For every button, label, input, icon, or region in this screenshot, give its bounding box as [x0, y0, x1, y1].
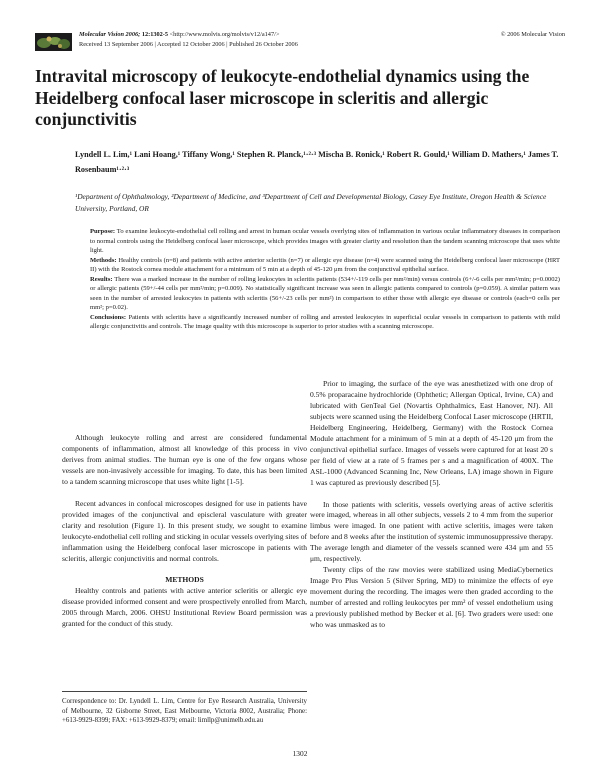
journal-logo — [35, 33, 72, 51]
methods-text: Healthy controls (n=8) and patients with active anterior scleritis (n=7) or allergic eye disease (n=4) were scanned using the Heidelberg confocal laser microscope (HRT II) with the Rostock cornea module attachment for a minimum of 5 min at a depth of 45-120 μm from the conjunctival epithelial surface. — [90, 256, 560, 274]
affiliations: ¹Department of Ophthalmology, ²Department of Medicine, and ³Department of Cell and Developmental Biology, Casey Eye Institute, Oregon Health & Science University, Portland, OR — [75, 192, 547, 213]
abstract-methods — [90, 256, 560, 275]
abstract-results — [90, 275, 560, 313]
conclusions-text: Patients with scleritis have a significantly increased number of rolling and arrested leukocytes in superficial ocular vessels in comparison to patients with mild allergic conjunctivitis and controls. The image quality with this microscope is superior to prior studies with a scanning microscope. — [90, 313, 561, 331]
abstract-conclusions — [90, 313, 560, 332]
journal-name: Molecular Vision 2006; — [79, 31, 141, 38]
publication-dates: Received 13 September 2006 | Accepted 12 October 2006 | Published 26 October 2006 — [79, 40, 298, 48]
results-label: Results: — [90, 275, 113, 283]
purpose-text: To examine leukocyte-endothelial cell rolling and arrest in human ocular vessels overlying sites of inflammation in various ocular inflammatory diseases in comparison to normal controls using the Heidelberg confocal laser microscope, which provides images with greater clarity and resolution than the tandem scanning microscope that uses white light. — [90, 228, 560, 255]
methods-paragraph-2: Prior to imaging, the surface of the eye was anesthetized with one drop of 0.5% proparacaine hydrochloride (Ophthetic; Allergan Optical, Irvine, CA) and lubricated with GenTeal Gel (Novartis Ophthalmics, East Hanover, NJ). All subjects were scanned using the Heidelberg Confocal Laser microscope (HRTII, Heidelberg Engineering, Heidelberg, Germany) with the Rostock Cornea Module attachment for a minimum of 5 min at a depth of 45-120 μm from the conjunctival epithelial surface. Images of vessels were captured for at least 20 s per field of view at a rate of 5 frames per s and a magnification of 400X. The ASL-1000 (Advanced Scanning Inc, New Orleans, LA) image shown in Figure 1 was captured as previously described [5]. — [310, 379, 553, 487]
correspondence-note: Correspondence to: Dr. Lyndell L. Lim, Centre for Eye Research Australia, University of Melbourne, 32 Gisborne Street, East Melbourne, Victoria 8002, Australia; Phone: +613-9929-8399; FAX: +613-9929-8379; email: limllp@unimelb.edu.au — [62, 698, 307, 725]
methods-heading: METHODS — [165, 575, 204, 585]
intro-paragraph-1: Although leukocyte rolling and arrest are considered fundamental components of inflammation, almost all knowledge of this process in vivo derives from animal studies. The human eye is one of the few organs whose vessels are non-invasively accessible for imaging. To date, this has been limited to a tandem scanning microscope that uses white light [1-5]. — [62, 433, 307, 486]
footnote-divider — [62, 691, 307, 692]
methods-paragraph-1: Healthy controls and patients with active anterior scleritis or allergic eye disease provided informed consent and were prospectively enrolled from March, 2005 through March, 2006. OHSU Institutional Review Board permission was granted for the conduct of this study. — [62, 586, 307, 629]
header-citation — [79, 30, 298, 49]
abstract — [90, 227, 560, 332]
results-text: There was a marked increase in the number of rolling leukocytes in scleritis patients (534+/-119 cells per mm²/min) versus controls (6+/-6 cells per mm²/min; p=0.0002) or allergic patients (59+/-44 cells per mm²/min; p=0.009). No statistically significant increase was seen in allergic patients compared to controls (p=0.059). A similar pattern was seen in the number of arrested leukocytes in patients with scleritis (56+/-23 cells per mm²) in comparison to either those with allergic eye disease or controls (each=0 cells per mm²; p=0.02). — [90, 275, 560, 312]
page-number: 1302 — [292, 749, 308, 758]
article-title: Intravital microscopy of leukocyte-endothelial dynamics using the Heidelberg confocal laser microscope in scleritis and allergic conjunctivitis — [35, 66, 530, 129]
methods-paragraph-3: In those patients with scleritis, vessels overlying areas of active scleritis were imaged, whereas in all other subjects, vessels 2 to 4 mm from the superior limbus were imaged. In one patient with active scleritis, images were taken before and 8 weeks after the institution of systemic immunosuppressive therapy. The average length and diameter of the vessels scanned were 434 μm and 55 μm, respectively. — [310, 499, 553, 564]
body-left-column — [62, 433, 307, 630]
conclusions-label: Conclusions: — [90, 313, 127, 321]
body-right-column — [310, 379, 553, 631]
purpose-label: Purpose: — [90, 228, 116, 235]
methods-paragraph-4: Twenty clips of the raw movies were stabilized using MediaCybernetics Image Pro Plus Version 5 (Silver Spring, MD) to minimize the effects of eye movement during the recording. The images were then graded according to the number of arrested and rolling leukocytes per mm² of vessel endothelium using a previously published method by Becker et al. [6]. Two graders were used: one who was unmasked as to — [310, 565, 553, 630]
intro-paragraph-2: Recent advances in confocal microscopes designed for use in patients have provided images of the conjunctival and episcleral vasculature with greater clarity and resolution (Figure 1). In this present study, we sought to examine leukocyte-endothelial cell rolling and sticking in ocular vessels overlying sites of inflammation using the Heidelberg confocal laser microscope in patients with scleritis, allergic conjunctivitis and normal controls. — [62, 498, 307, 563]
copyright: © 2006 Molecular Vision — [500, 31, 565, 38]
article-url[interactable]: <http://www.molvis.org/molvis/v12/a147/> — [169, 31, 280, 38]
abstract-purpose — [90, 227, 560, 256]
methods-label: Methods: — [90, 256, 117, 264]
author-list: Lyndell L. Lim,¹ Lani Hoang,¹ Tiffany Wong,¹ Stephen R. Planck,¹·²·³ Mischa B. Ronick,¹ Robert R. Gould,¹ William D. Mathers,¹ James T. Rosenbaum¹·²·³ — [75, 150, 559, 174]
volume-pages: 12:1302-5 — [141, 31, 169, 38]
